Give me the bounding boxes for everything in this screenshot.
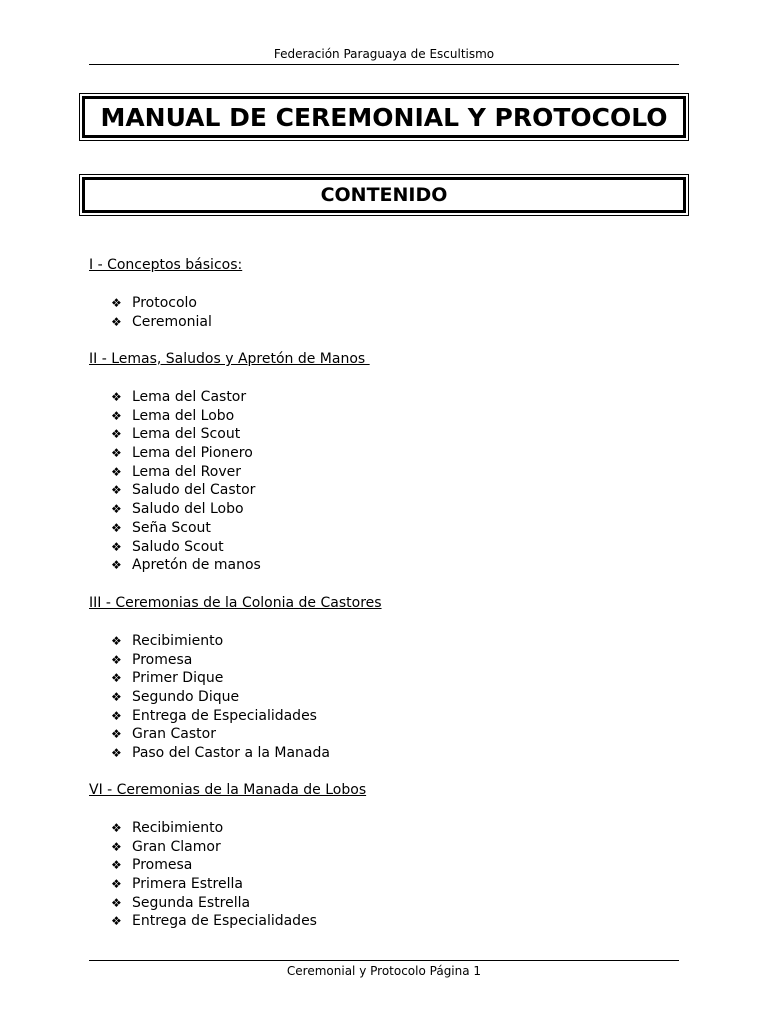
list-item: ❖ Entrega de Especialidades [111, 913, 317, 930]
list-item: ❖ Lema del Pionero [111, 445, 253, 462]
diamond-bullet-icon: ❖ [111, 446, 122, 461]
diamond-bullet-icon: ❖ [111, 520, 122, 535]
section-list [111, 819, 317, 931]
list-item: ❖ Lema del Scout [111, 426, 241, 443]
diamond-bullet-icon: ❖ [111, 821, 122, 835]
list-item: ❖ Segunda Estrella [111, 894, 251, 911]
diamond-bullet-icon: ❖ [111, 502, 122, 517]
list-item: ❖ Lema del Rover [111, 463, 241, 480]
contents-title-box [79, 174, 689, 216]
list-item: ❖ Saludo Scout [111, 538, 224, 555]
diamond-bullet-icon: ❖ [111, 839, 122, 854]
list-item: ❖ Entrega de Especialidades [111, 707, 317, 724]
diamond-bullet-icon: ❖ [111, 858, 122, 873]
section-heading: II - Lemas, Saludos y Apretón de Manos [89, 351, 370, 367]
diamond-bullet-icon: ❖ [111, 746, 122, 761]
diamond-bullet-icon: ❖ [111, 314, 122, 329]
page-header: Federación Paraguaya de Escultismo [273, 47, 495, 61]
list-item: ❖ Seña Scout [111, 519, 211, 536]
list-item: ❖ Lema del Castor [111, 389, 247, 405]
section-heading: VI - Ceremonias de la Manada de Lobos [89, 782, 367, 798]
diamond-bullet-icon: ❖ [111, 634, 122, 648]
list-item: ❖ Recibimiento [111, 633, 224, 649]
diamond-bullet-icon: ❖ [111, 877, 122, 892]
list-item: ❖ Primera Estrella [111, 876, 243, 893]
diamond-bullet-icon: ❖ [111, 671, 122, 686]
contents-title: CONTENIDO [82, 177, 686, 213]
section-list [111, 388, 261, 575]
diamond-bullet-icon: ❖ [111, 652, 122, 667]
diamond-bullet-icon: ❖ [111, 690, 122, 705]
footer-rule [89, 960, 679, 961]
diamond-bullet-icon: ❖ [111, 296, 122, 310]
list-item: ❖ Primer Dique [111, 670, 224, 687]
section-list [111, 632, 330, 763]
list-item: ❖ Promesa [111, 857, 193, 874]
diamond-bullet-icon: ❖ [111, 408, 122, 423]
diamond-bullet-icon: ❖ [111, 708, 122, 723]
list-item: ❖ Protocolo [111, 295, 197, 311]
list-item: ❖ Lema del Lobo [111, 407, 235, 424]
diamond-bullet-icon: ❖ [111, 727, 122, 742]
diamond-bullet-icon: ❖ [111, 390, 122, 404]
list-item: ❖ Apretón de manos [111, 557, 261, 574]
diamond-bullet-icon: ❖ [111, 483, 122, 498]
list-item: ❖ Gran Castor [111, 726, 216, 743]
list-item: ❖ Gran Clamor [111, 838, 221, 855]
document-title-box [79, 93, 689, 141]
list-item: ❖ Saludo del Lobo [111, 501, 244, 518]
diamond-bullet-icon: ❖ [111, 558, 122, 573]
list-item: ❖ Ceremonial [111, 313, 212, 330]
list-item: ❖ Promesa [111, 651, 193, 668]
diamond-bullet-icon: ❖ [111, 914, 122, 929]
list-item: ❖ Saludo del Castor [111, 482, 256, 499]
diamond-bullet-icon: ❖ [111, 895, 122, 910]
diamond-bullet-icon: ❖ [111, 464, 122, 479]
diamond-bullet-icon: ❖ [111, 539, 122, 554]
document-title: MANUAL DE CEREMONIAL Y PROTOCOLO [82, 96, 686, 138]
diamond-bullet-icon: ❖ [111, 427, 122, 442]
page-footer: Ceremonial y Protocolo Página 1 [286, 964, 482, 978]
list-item: ❖ Segundo Dique [111, 689, 240, 706]
list-item: ❖ Recibimiento [111, 820, 224, 836]
section-heading: I - Conceptos básicos: [89, 257, 243, 273]
header-rule [89, 64, 679, 65]
section-list [111, 294, 212, 331]
list-item: ❖ Paso del Castor a la Manada [111, 745, 330, 762]
section-heading: III - Ceremonias de la Colonia de Castores [89, 595, 382, 611]
